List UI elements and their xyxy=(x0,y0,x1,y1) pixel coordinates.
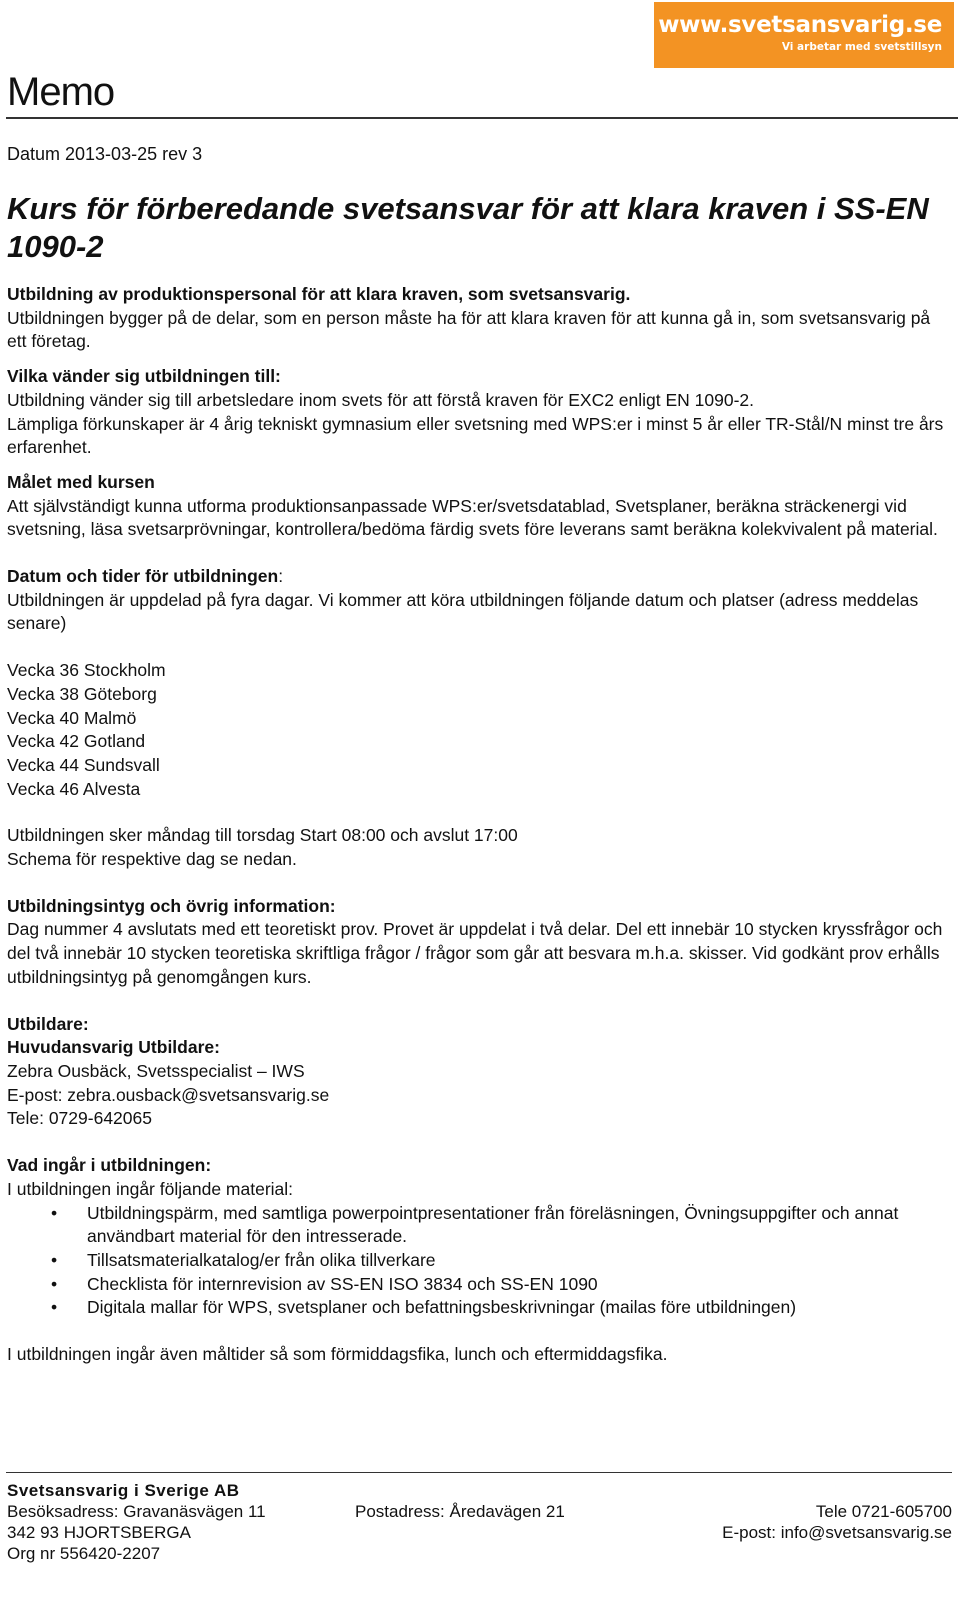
footer-postal-address: Postadress: Åredavägen 21 xyxy=(355,1502,565,1521)
logo-tagline: Vi arbetar med svetstillsyn xyxy=(781,41,942,53)
week-item: Vecka 44 Sundsvall xyxy=(7,754,160,775)
week-item: Vecka 46 Alvesta xyxy=(7,778,141,799)
footer-org-nr: Org nr 556420-2207 xyxy=(7,1544,161,1563)
intro-text: Utbildningen bygger på de delar, som en person måste ha för att klara kraven för att kunna gå in, som svetsansvarig på ett företag. xyxy=(7,307,931,352)
footer-email: E-post: info@svetsansvarig.se xyxy=(722,1523,952,1542)
meals-text: I utbildningen ingår även måltider så som förmiddagsfika, lunch och eftermiddagsfika. xyxy=(7,1344,668,1365)
footer-company: Svetsansvarig i Sverige AB xyxy=(7,1481,240,1500)
instructor-email: E-post: zebra.ousback@svetsansvarig.se xyxy=(7,1084,330,1105)
includes-title: Vad ingår i utbildningen: xyxy=(7,1155,212,1176)
list-item: • Tillsatsmaterialkatalog/er från olika tillverkare xyxy=(7,1249,952,1273)
dates-title-suffix: : xyxy=(278,566,284,587)
header-divider xyxy=(6,117,958,119)
certificate-text: Dag nummer 4 avslutats med ett teoretiskt prov. Provet är uppdelat i två delar. Del ett innebär 10 stycken kryssfrågor och del två innebär 10 stycken teoretiska skriftliga frågor / frågor som går att besvara m.h.a. skisser. Vid godkänt prov erhålls utbildningsintyg på genomgången kurs. xyxy=(7,919,943,987)
main-instructor-title: Huvudansvarig Utbildare: xyxy=(7,1037,220,1058)
certificate-title: Utbildningsintyg och övrig information: xyxy=(7,895,336,916)
list-item: • Checklista för internrevision av SS-EN ISO 3834 och SS-EN 1090 xyxy=(7,1273,952,1297)
footer-visit-address: Besöksadress: Gravanäsvägen 11 xyxy=(7,1502,266,1521)
list-item: • Utbildningspärm, med samtliga powerpointpresentationer från föreläsningen, Övningsuppgifter och annat användbart material för den intresserade. xyxy=(7,1202,952,1249)
course-heading: Kurs för förberedande svetsansvar för att klara kraven i SS-EN 1090-2 xyxy=(7,191,929,264)
includes-list xyxy=(7,1202,952,1321)
goal-text: Att självständigt kunna utforma produktionsanpassade WPS:er/svetsdatablad, Svetsplaner, beräkna sträckenergi vid svetsning, läsa svetsarprövningar, kontrollera/bedöma färdig svets före leverans samt beräkna kolekvivalent på material. xyxy=(7,495,938,540)
target-text-2: Lämpliga förkunskaper är 4 årig tekniskt gymnasium eller svetsning med WPS:er i minst 5 år eller TR-Stål/N minst tre års erfarenhet. xyxy=(7,413,944,458)
dates-title-line xyxy=(7,565,952,589)
intro-lead: Utbildning av produktionspersonal för att klara kraven, som svetsansvarig. xyxy=(7,284,631,304)
memo-title: Memo xyxy=(7,70,115,114)
schedule-line-2: Schema för respektive dag se nedan. xyxy=(7,849,297,870)
includes-intro: I utbildningen ingår följande material: xyxy=(7,1178,294,1199)
footer-divider xyxy=(6,1472,952,1473)
footer-city: 342 93 HJORTSBERGA xyxy=(7,1523,191,1542)
goal-title: Målet med kursen xyxy=(7,471,155,492)
date-line: Datum 2013-03-25 rev 3 xyxy=(7,144,203,164)
week-item: Vecka 36 Stockholm xyxy=(7,660,166,681)
memo-body xyxy=(7,283,952,1367)
instructor-name: Zebra Ousbäck, Svetsspecialist – IWS xyxy=(7,1060,305,1081)
week-item: Vecka 42 Gotland xyxy=(7,731,146,752)
dates-title: Datum och tider för utbildningen xyxy=(7,566,279,587)
company-logo xyxy=(654,2,954,68)
week-item: Vecka 38 Göteborg xyxy=(7,683,157,704)
dates-text: Utbildningen är uppdelad på fyra dagar. Vi kommer att köra utbildningen följande datum och platser (adress meddelas senare) xyxy=(7,589,919,634)
list-item: • Digitala mallar för WPS, svetsplaner och befattningsbeskrivningar (mailas före utbildningen) xyxy=(7,1296,952,1320)
instructor-phone: Tele: 0729-642065 xyxy=(7,1108,152,1129)
schedule-line-1: Utbildningen sker måndag till torsdag Start 08:00 och avslut 17:00 xyxy=(7,825,518,846)
target-text-1: Utbildning vänder sig till arbetsledare inom svets för att förstå kraven för EXC2 enligt EN 1090-2. xyxy=(7,389,755,410)
footer xyxy=(7,1480,952,1564)
instructors-title: Utbildare: xyxy=(7,1013,89,1034)
logo-url: www.svetsansvarig.se xyxy=(658,12,942,38)
footer-phone: Tele 0721-605700 xyxy=(815,1502,952,1521)
week-item: Vecka 40 Malmö xyxy=(7,707,137,728)
target-title: Vilka vänder sig utbildningen till: xyxy=(7,366,281,387)
